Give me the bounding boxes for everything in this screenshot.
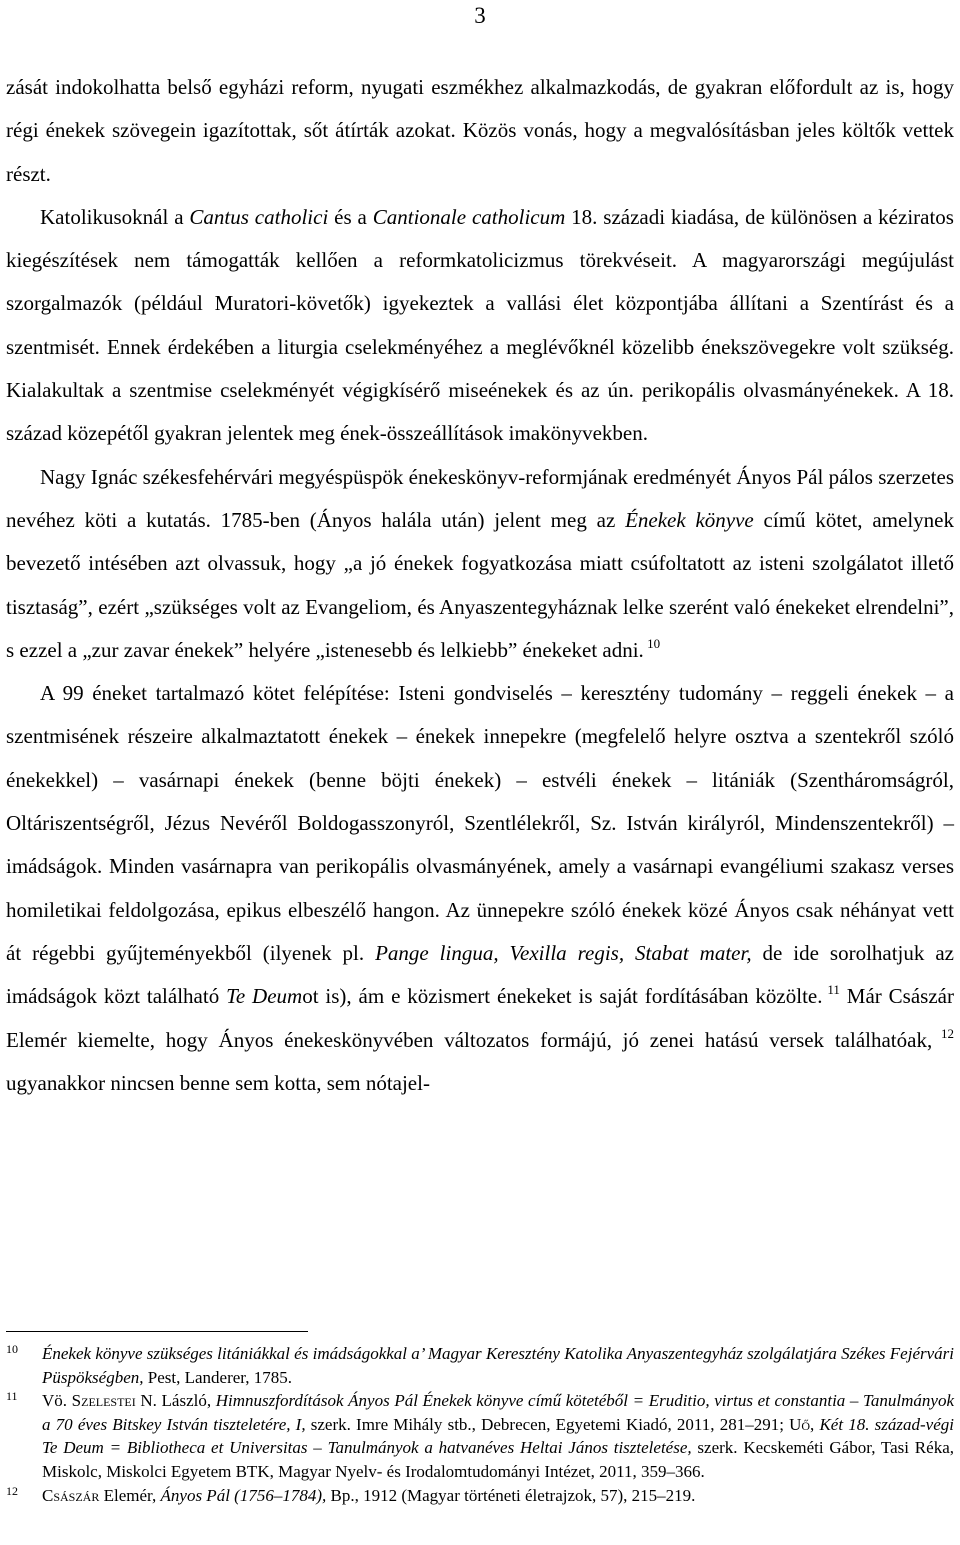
footnotes bbox=[6, 1342, 954, 1507]
page-number: 3 bbox=[474, 3, 486, 28]
text-run: ot is), ám e közismert énekeket is saját fordításában közölte. bbox=[302, 984, 823, 1009]
text-run: Elemér, bbox=[99, 1485, 161, 1505]
text-run: zását indokolhatta belső egyházi reform, nyugati eszmékhez alkalmazkodás, de gyakran előfordult az is, hogy régi énekek szövegein igazítottak, sőt átírták azokat. Közös vonás, hogy a megvalósításban jeles költők vettek részt. bbox=[6, 75, 954, 186]
paragraph bbox=[6, 456, 954, 672]
footnote bbox=[6, 1342, 954, 1389]
text-run: ugyanakkor nincsen benne sem kotta, sem nótajel- bbox=[6, 1070, 430, 1095]
italic-text: Te Deum bbox=[226, 984, 303, 1009]
italic-text: Énekek könyve bbox=[625, 507, 754, 532]
body-text bbox=[6, 66, 954, 1105]
text-run: Pest, Landerer, 1785. bbox=[143, 1367, 293, 1387]
italic-text: Himnuszfordítások Ányos Pál Énekek könyve című kötetéből = Eruditio, virtus et constantia – Tanulmányok a 70 éves Bitskey István tiszteletére, I, bbox=[42, 1391, 955, 1434]
footnote bbox=[6, 1484, 954, 1508]
footnote-number: 12 bbox=[6, 1483, 18, 1498]
small-caps-text: Császár bbox=[42, 1485, 100, 1505]
text-run: Már Császár Elemér kiemelte, hogy Ányos énekeskönyvében változatos formájú, jó zenei hatású versek találhatóak, bbox=[6, 984, 954, 1052]
italic-text: Ányos Pál (1756–1784), bbox=[160, 1485, 327, 1505]
text-run: de ide sorolhatjuk az imádságok közt található bbox=[6, 940, 954, 1009]
italic-text: Két 18. század-végi Te Deum = Bibliotheca et Universitas – Tanulmányok a hatvanéves Heltai János tiszteletése, bbox=[42, 1414, 954, 1458]
text-run: Nagy Ignác székesfehérvári megyéspüspök énekeskönyv-reformjának eredményét Ányos Pál pálos szerzetes nevéhez köti a kutatás. 1785-ben (Ányos halála után) jelent meg az bbox=[6, 464, 954, 532]
footnote-reference: 10 bbox=[643, 635, 661, 651]
italic-text: Pange lingua, Vexilla regis, Stabat mater, bbox=[375, 940, 752, 965]
text-run: A 99 éneket tartalmazó kötet felépítése: Isteni gondviselés – keresztény tudomány – reggeli énekek – a szentmisének részeire alkalmaztatott énekek – énekek innepekre (megfelelő helyre osztva a szentekről szóló énekekkel) – vasárnapi énekek (benne böjti énekek) – estvéli énekek – litániák (Szentháromságról, Oltáriszentségről, Jézus Nevéről Boldogasszonyról, Szentlélekről, Sz. István királyról, Mindenszentekről) – imádságok. Minden vasárnapra van perikopális olvasmányének, amely a vasárnapi evangéliumi szakasz verses homiletikai feldolgozása, epikus elbeszélő hangon. Az ünnepekre szóló énekek közé Ányos csak néhányat vett át régebbi gyűjteményekből (ilyenek pl. bbox=[6, 681, 954, 965]
footnote-number: 11 bbox=[6, 1389, 18, 1404]
small-caps-text: Szelestei bbox=[71, 1391, 136, 1411]
italic-text: Cantus catholici bbox=[189, 204, 329, 229]
text-run: N. László, bbox=[135, 1391, 216, 1411]
text-run: és a bbox=[328, 204, 373, 229]
text-run: című kötet, amelynek bevezető intésében azt olvassuk, hogy „a jó énekek fogyatkozása miatt csúfoltatott az isteni szolgálatot illető tisztaság”, ezért „szükséges volt az Evangeliom, és Anyaszentegyháznak lelke szerént való énekeket elrendelni”, s ezzel a „zur zavar énekek” helyére „istenesebb és lelkiebb” énekeket adni. bbox=[6, 507, 954, 662]
text-run: Katolikusoknál a bbox=[40, 204, 190, 229]
footnote-number: 10 bbox=[6, 1342, 18, 1356]
text-run: Vö. bbox=[42, 1391, 72, 1411]
italic-text: Énekek könyve szükséges litániákkal és imádságokkal a’ Magyar Keresztény Katolika Anyaszentegyház szolgálatjára Székes Fejérvári Püspökségben, bbox=[42, 1344, 954, 1387]
paragraph bbox=[6, 66, 954, 196]
paragraph bbox=[6, 196, 954, 456]
text-run: Bp., 1912 (Magyar történeti életrajzok, 57), 215–219. bbox=[326, 1485, 696, 1505]
text-run: , bbox=[810, 1414, 820, 1434]
small-caps-text: Uő bbox=[789, 1414, 811, 1434]
footnote-reference: 11 bbox=[822, 982, 840, 998]
footnote-reference: 12 bbox=[932, 1025, 954, 1041]
text-run: 18. századi kiadása, de különösen a kéziratos kiegészítések nem támogatták kellően a reformkatolicizmus törekvéseit. A magyarországi megújulást szorgalmazók (például Muratori-követők) igyekeztek a vallási élet központjába állítani a Szentírást és a szentmisét. Ennek érdekében a liturgia cselekményéhez a meglévőknél közelibb énekszövegekre volt szükség. Kialakultak a szentmise cselekményét végigkísérő miseénekek és az ún. perikopális olvasmányénekek. A 18. század közepétől gyakran jelentek meg ének-összeállítások imakönyvekben. bbox=[6, 204, 954, 446]
footnote-separator bbox=[6, 1331, 308, 1332]
footnote bbox=[6, 1389, 954, 1483]
paragraph bbox=[6, 672, 954, 1105]
text-run: szerk. Kecskeméti Gábor, Tasi Réka, Miskolc, Miskolci Egyetem BTK, Magyar Nyelv- és Irodalomtudományi Intézet, 2011, 359–366. bbox=[42, 1438, 954, 1481]
italic-text: Cantionale catholicum bbox=[372, 204, 566, 229]
text-run: szerk. Imre Mihály stb., Debrecen, Egyetemi Kiadó, 2011, 281–291; bbox=[305, 1414, 790, 1434]
